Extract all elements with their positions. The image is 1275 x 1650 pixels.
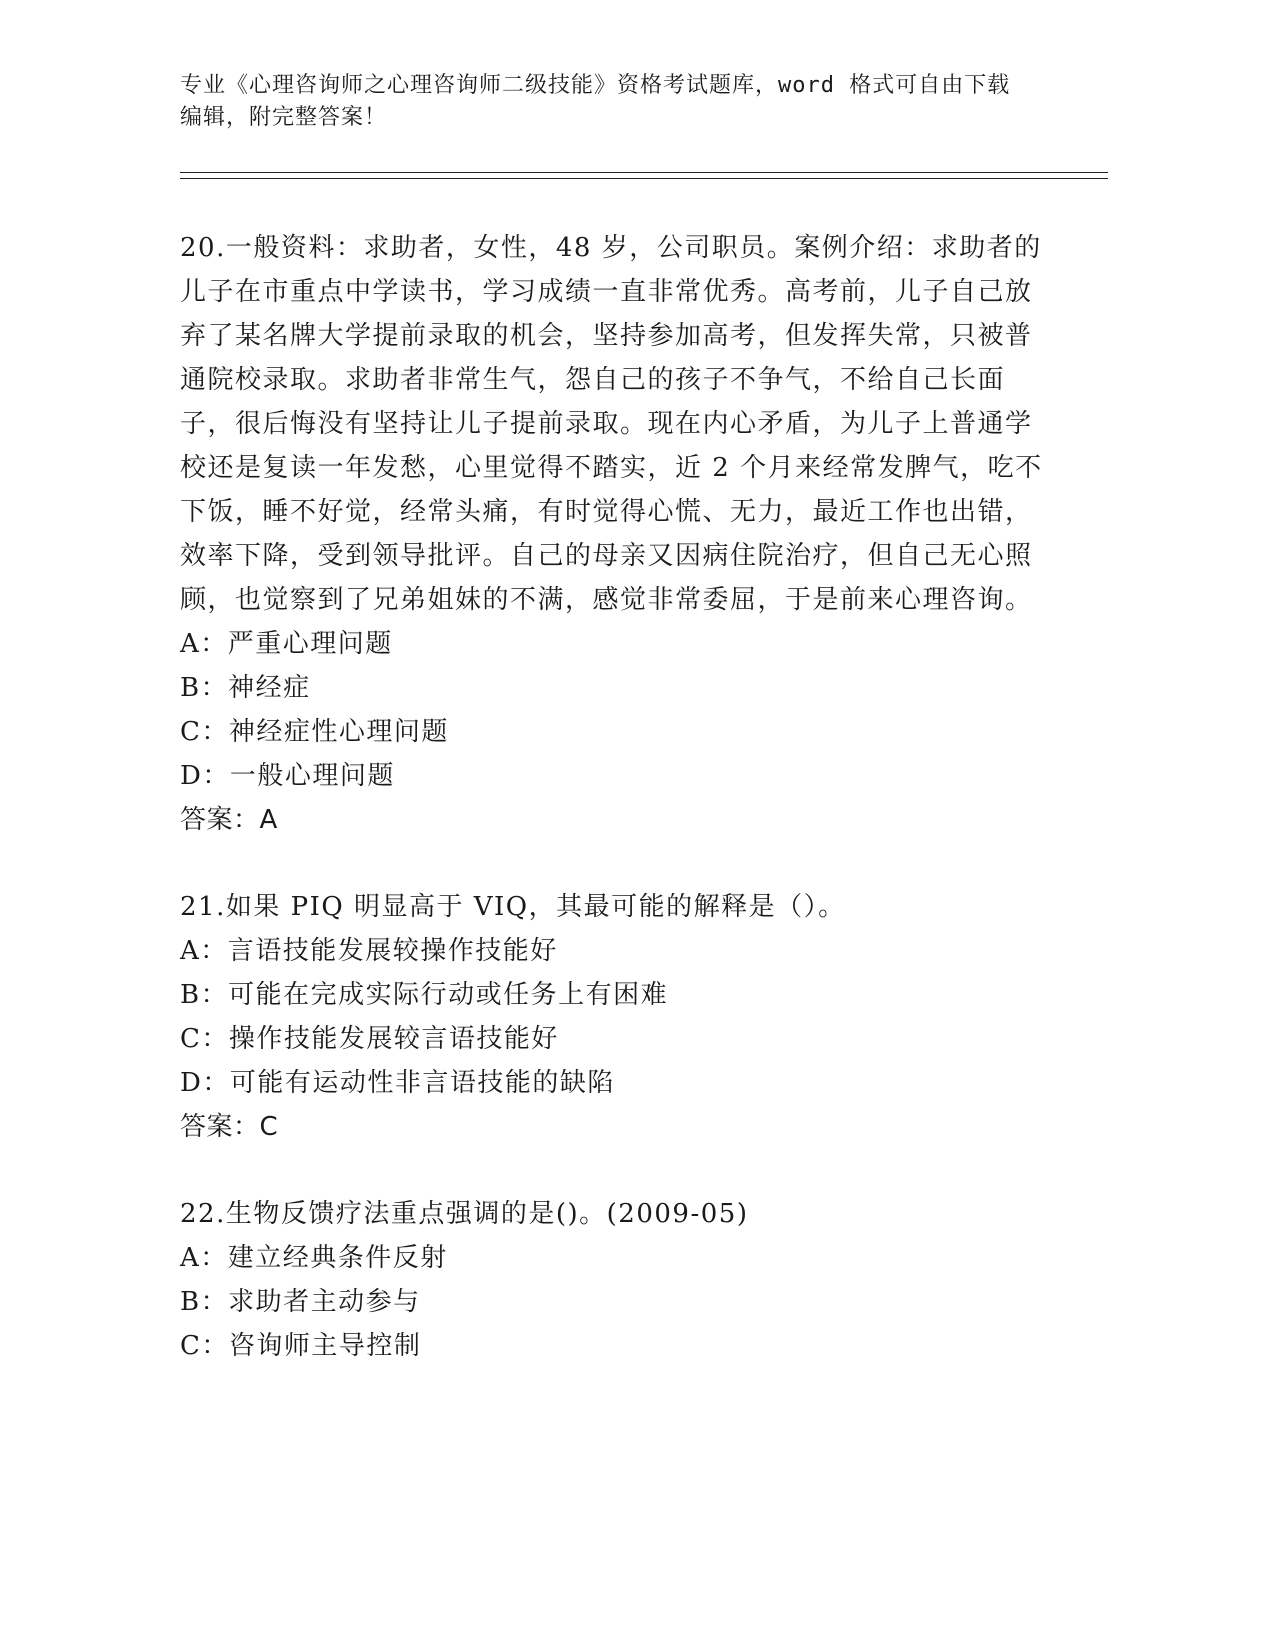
option-c: C：操作技能发展较言语技能好 — [180, 1024, 559, 1054]
header-line-2: 编辑，附完整答案！ — [180, 105, 388, 130]
question-21 — [180, 885, 1050, 1149]
document-header — [180, 70, 1050, 134]
option-d: D：可能有运动性非言语技能的缺陷 — [180, 1068, 615, 1098]
question-list — [180, 226, 1050, 1368]
header-line-1: 专业《心理咨询师之心理咨询师二级技能》资格考试题库，word 格式可自由下载 — [180, 73, 1011, 98]
option-b: B：求助者主动参与 — [180, 1287, 421, 1317]
question-22 — [180, 1192, 1050, 1368]
header-divider-bottom — [180, 178, 1108, 179]
question-spacer — [180, 1149, 1050, 1192]
question-stem: 21.如果 PIQ 明显高于 VIQ，其最可能的解释是（）。 — [180, 892, 846, 922]
answer-line: 答案：A — [180, 805, 278, 835]
question-stem: 20.一般资料：求助者，女性，48 岁，公司职员。案例介绍：求助者的儿子在市重点中学读书，学习成绩一直非常优秀。高考前，儿子自己放弃了某名牌大学提前录取的机会，坚持参加高考，但发挥失常，只被普通院校录取。求助者非常生气，怨自己的孩子不争气，不给自己长面子，很后悔没有坚持让儿子提前录取。现在内心矛盾，为儿子上普通学校还是复读一年发愁，心里觉得不踏实，近 2 个月来经常发脾气，吃不下饭，睡不好觉，经常头痛，有时觉得心慌、无力，最近工作也出错，效率下降，受到领导批评。自己的母亲又因病住院治疗，但自己无心照顾，也觉察到了兄弟姐妹的不满，感觉非常委屈，于是前来心理咨询。 — [180, 233, 1043, 615]
option-a: A：严重心理问题 — [180, 629, 393, 659]
option-c: C：神经症性心理问题 — [180, 717, 449, 747]
option-a: A：建立经典条件反射 — [180, 1243, 448, 1273]
answer-line: 答案：C — [180, 1112, 279, 1142]
option-a: A：言语技能发展较操作技能好 — [180, 936, 558, 966]
option-d: D：一般心理问题 — [180, 761, 395, 791]
option-b: B：可能在完成实际行动或任务上有困难 — [180, 980, 669, 1010]
question-stem: 22.生物反馈疗法重点强调的是()。(2009-05) — [180, 1199, 749, 1229]
option-b: B：神经症 — [180, 673, 311, 703]
option-c: C：咨询师主导控制 — [180, 1331, 422, 1361]
header-divider-top — [180, 172, 1108, 173]
question-spacer — [180, 842, 1050, 885]
question-20 — [180, 226, 1050, 842]
